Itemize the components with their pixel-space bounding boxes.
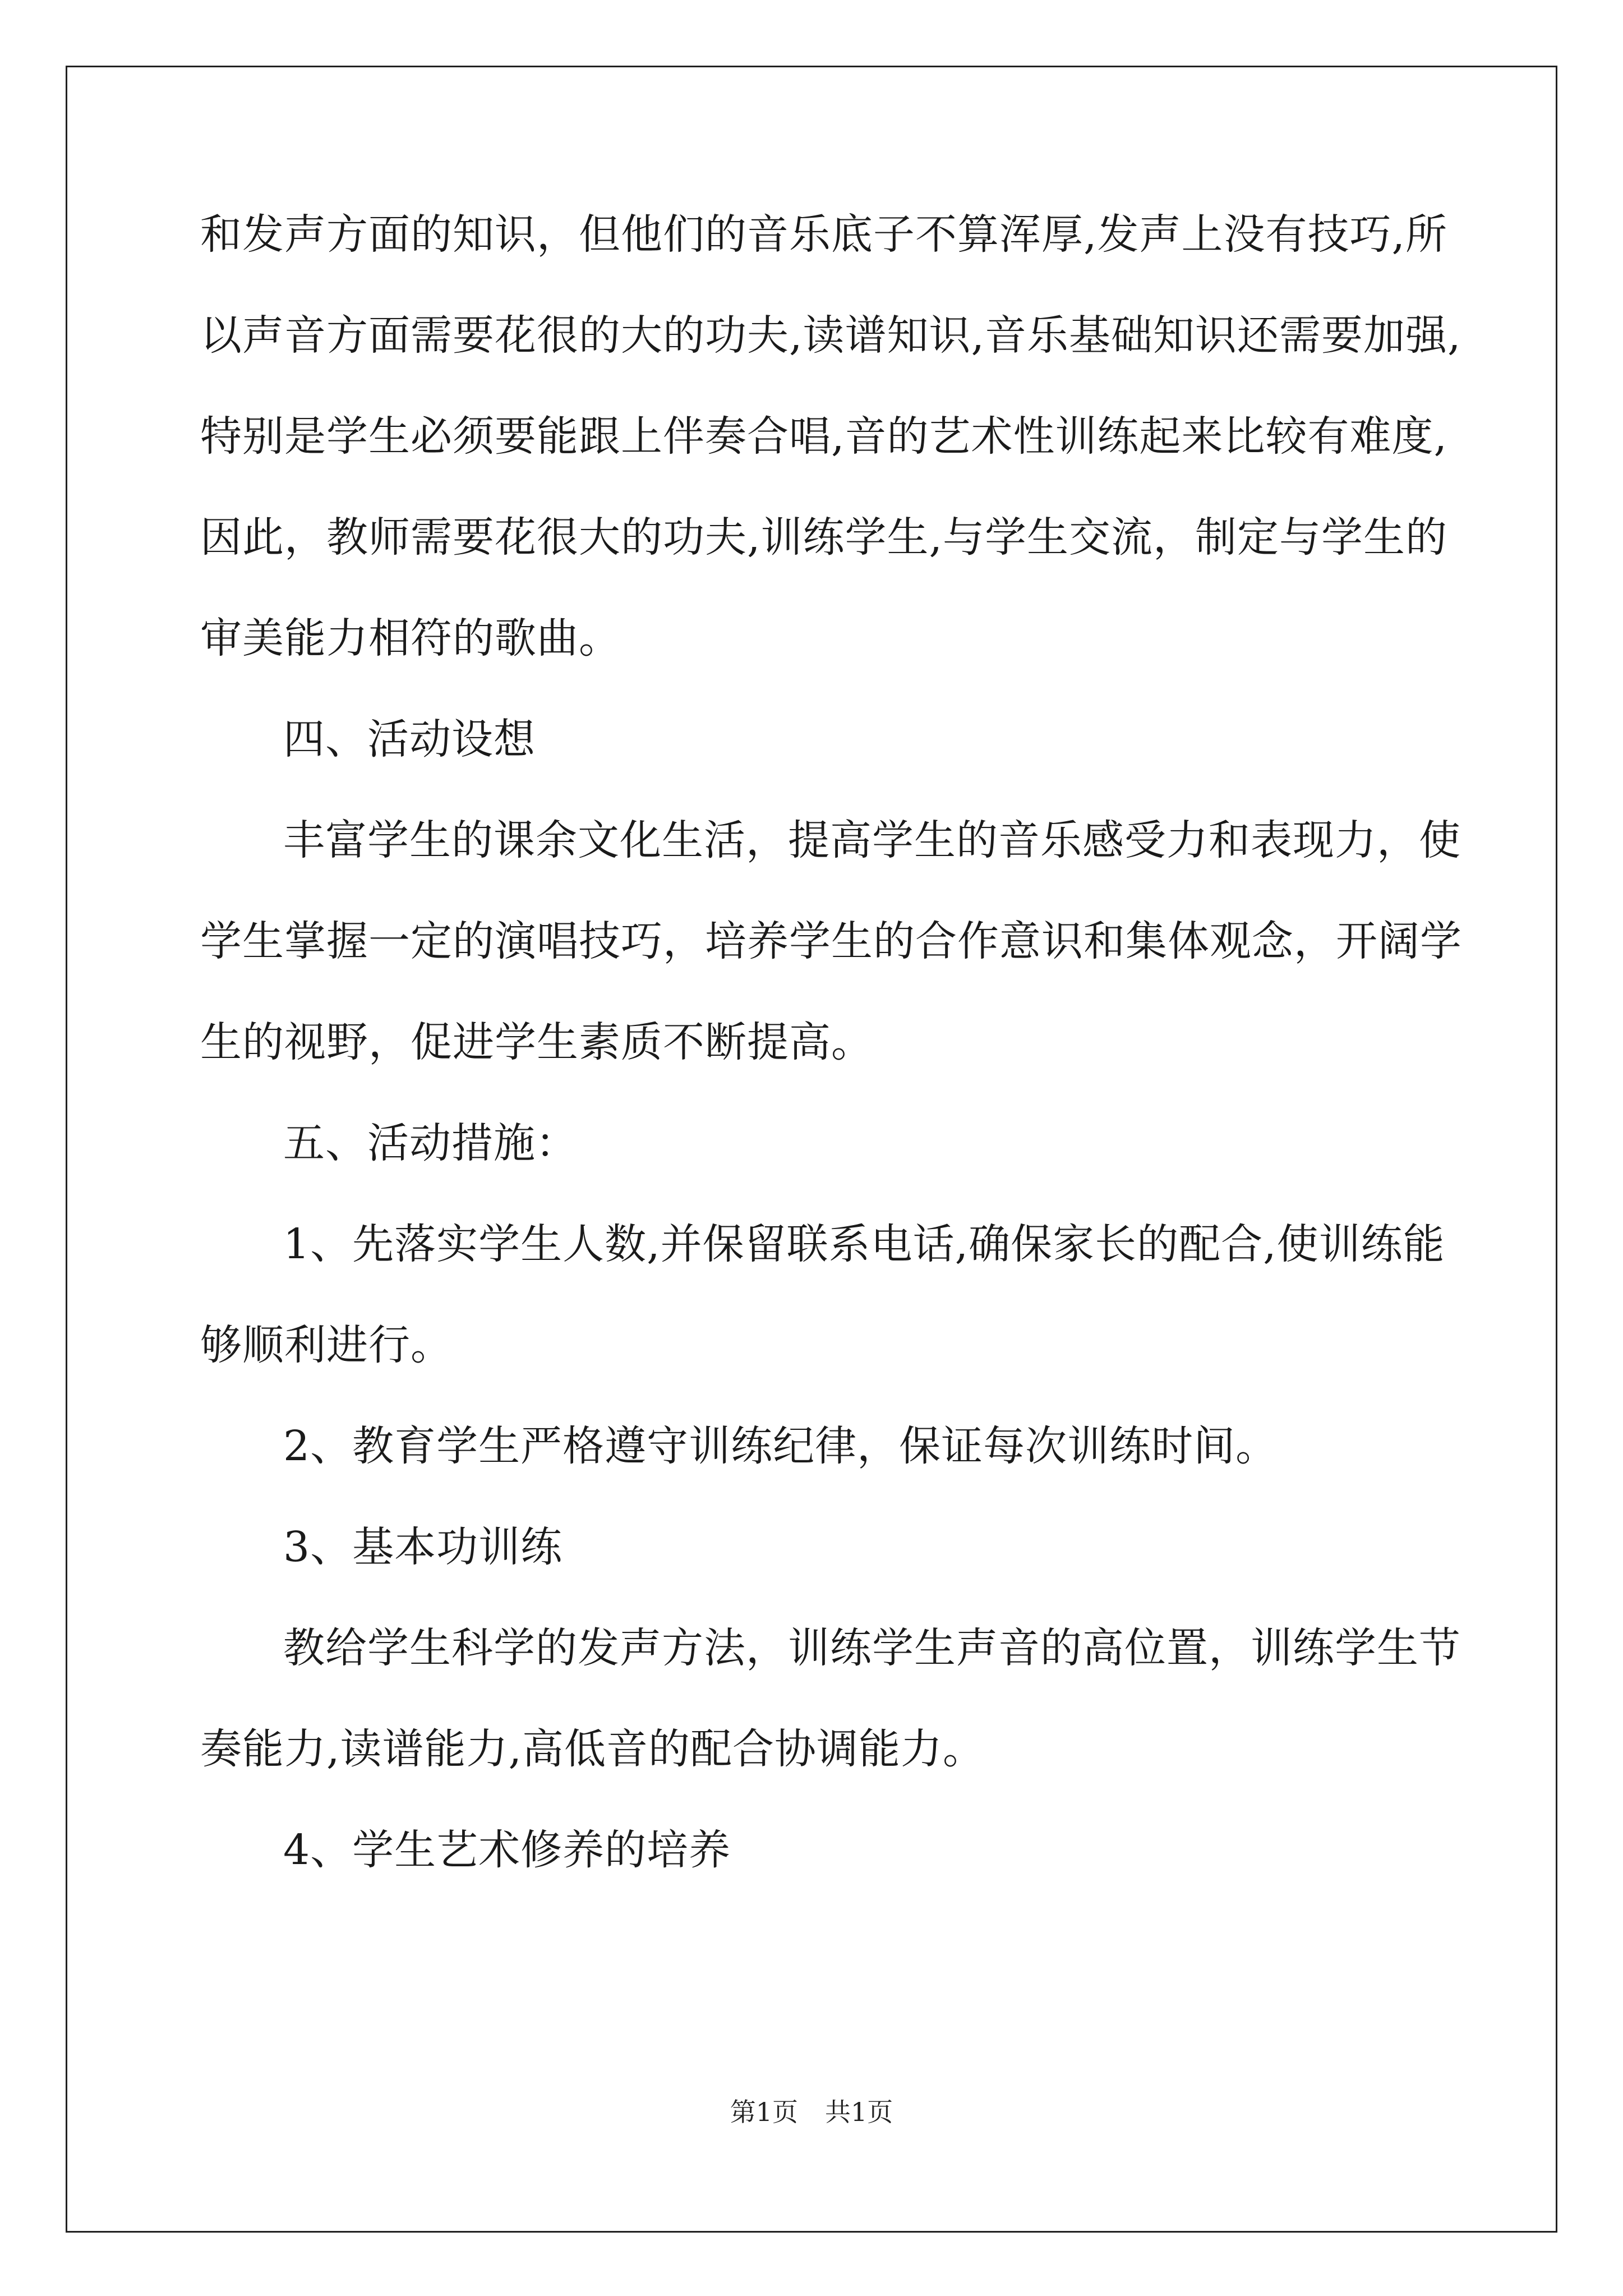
section-heading-activity-measures: 五、活动措施： xyxy=(283,1119,578,1167)
body-line: 和发声方面的知识，但他们的音乐底子不算浑厚,发声上没有技巧,所 xyxy=(200,210,1448,259)
body-line: 学生掌握一定的演唱技巧，培养学生的合作意识和集体观念，开阔学 xyxy=(200,917,1462,965)
section-heading-activity-plan: 四、活动设想 xyxy=(283,715,536,763)
body-line: 审美能力相符的歌曲。 xyxy=(200,614,621,662)
body-line: 教给学生科学的发声方法，训练学生声音的高位置，训练学生节 xyxy=(283,1624,1461,1672)
body-line: 特别是学生必须要能跟上伴奏合唱,音的艺术性训练起来比较有难度, xyxy=(200,412,1448,461)
list-item-1: 1、先落实学生人数,并保留联系电话,确保家长的配合,使训练能 xyxy=(283,1220,1445,1268)
page-footer xyxy=(0,2095,1623,2129)
list-item-3: 3、基本功训练 xyxy=(283,1523,563,1571)
body-line: 因此，教师需要花很大的功夫,训练学生,与学生交流，制定与学生的 xyxy=(200,513,1448,562)
body-line: 丰富学生的课余文化生活，提高学生的音乐感受力和表现力，使 xyxy=(283,816,1461,864)
page-total: 共1页 xyxy=(825,2097,893,2127)
body-line: 奏能力,读谱能力,高低音的配合协调能力。 xyxy=(200,1725,985,1773)
page-number: 第1页 xyxy=(730,2097,798,2127)
body-line: 够顺利进行。 xyxy=(200,1321,453,1369)
body-line: 生的视野，促进学生素质不断提高。 xyxy=(200,1018,873,1066)
list-item-2: 2、教育学生严格遵守训练纪律，保证每次训练时间。 xyxy=(283,1422,1278,1470)
list-item-4: 4、学生艺术修养的培养 xyxy=(283,1826,731,1874)
body-line: 以声音方面需要花很的大的功夫,读谱知识,音乐基础知识还需要加强, xyxy=(200,311,1461,360)
